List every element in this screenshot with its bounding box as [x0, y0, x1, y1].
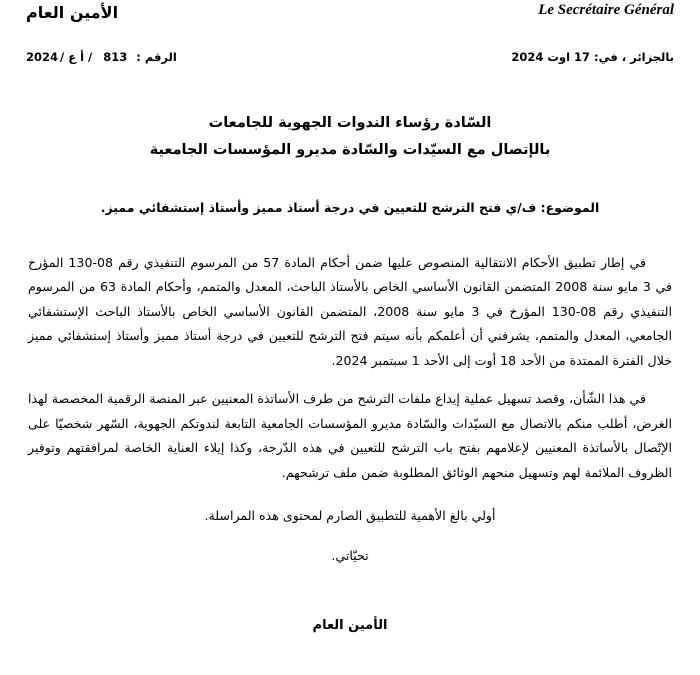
closing-note: أولي بالغ الأهمية للتطبيق الصارم لمحتوى هذه المراسلة. — [204, 507, 496, 523]
reference-label: الرقم : — [136, 50, 177, 64]
reference-number: 813 — [103, 50, 128, 64]
document-body — [26, 251, 674, 486]
closing-regards: تحيّاتي. — [331, 548, 369, 564]
reference-year: 2024 — [26, 50, 59, 64]
place-date-line: بالجزائر ، في: 17 اوت 2024 — [511, 50, 674, 64]
addressee-line-1: السّادة رؤساء الندوات الجهوية للجامعات — [208, 115, 492, 131]
header-title-arabic: الأمين العام — [26, 3, 119, 22]
signature-block — [0, 618, 700, 633]
signature-name: الأمين العام — [312, 618, 388, 633]
closing-block — [26, 504, 674, 569]
subject-line: الموضوع: ف/ي فتح الترشح للتعيين في درجة أستاذ مميز وأستاذ إستشفائي مميز. — [100, 199, 600, 215]
body-paragraph-1: في إطار تطبيق الأحكام الانتقالية المنصوص عليها ضمن أحكام المادة 57 من المرسوم التنفيذي رقم 08-130 المؤرخ في 3 مايو سنة 2008 المتضمن القانون الأساسي الخاص بالأستاذ الباحث، المعدل والمتمم، وأحكام المادة 63 من المرسوم التنفيذي رقم 08-130 المؤرخ في 3 مايو سنة 2008، المتضمن القانون الأساسي الخاص بالأستاذ الباحث الإستشفائي الجامعي، المعدل والمتمم، يشرفني أن أعلمكم بأنه سيتم فتح الترشح للتعيين في درجة أستاذ مميز وأستاذ إستشفائي مميز خلال الفترة الممتدة من الأحد 18 أوت إلى الأحد 1 سبتمبر 2024. — [28, 254, 672, 368]
reference-line — [26, 50, 187, 64]
reference-code: / أ ع / — [60, 50, 93, 64]
body-paragraph-2: في هذا الشّأن، وقصد تسهيل عملية إيداع ملفات الترشح من طرف الأساتذة المعنيين عبر المنصة الرقمية المخصصة لهذا الغرض، أطلب منكم بالاتصال مع السيّدات والسّادة مديرو المؤسسات الجامعية التابعة لندوتكم الجهوية، السّهر شخصيّا على الإتّصال بالأساتذة المعنيين لإعلامهم بفتح باب الترشح للتعيين في هذه الدّرجة، وكذا إيلاء العناية الخاصة لمرافقتهم وتوفير الظروف الملائمة لهم وتسهيل منحهم الوثائق المطلوبة ضمن ملف ترشحهم. — [28, 391, 672, 480]
addressee-block — [26, 110, 674, 164]
document-header — [26, 0, 674, 36]
document-meta — [26, 50, 674, 74]
addressee-line-2: بالإتصال مع السيّدات والسّادة مديرو المؤسسات الجامعية — [149, 141, 551, 158]
header-title-french: Le Secrétaire Général — [538, 2, 674, 18]
